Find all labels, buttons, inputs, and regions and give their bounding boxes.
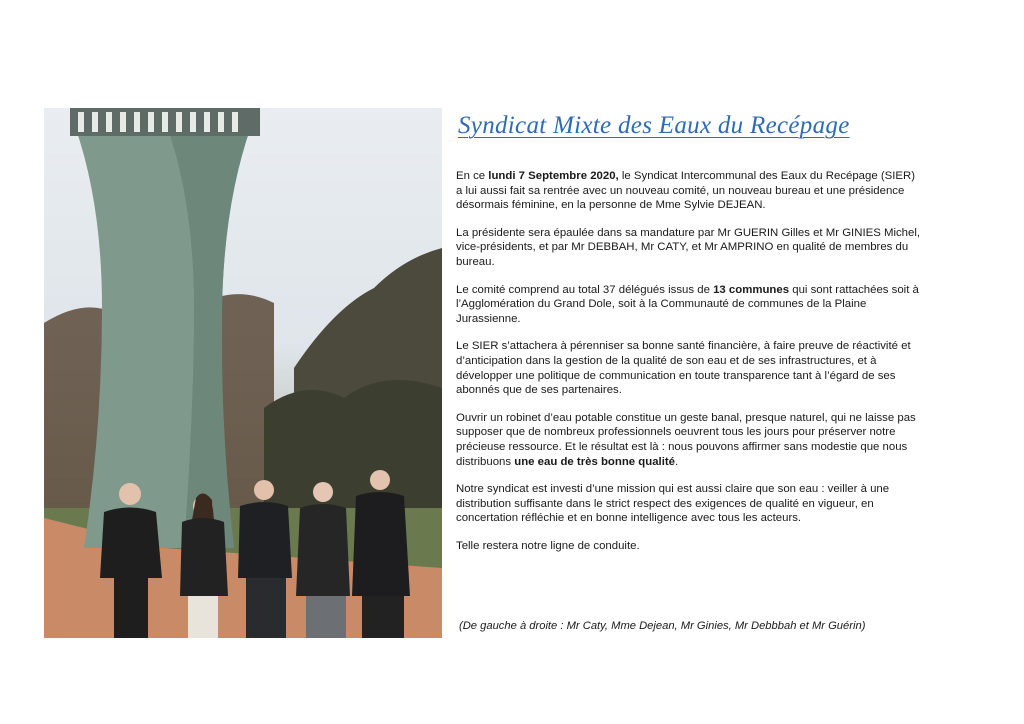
- group-photo: [44, 108, 442, 638]
- paragraph-committee: Le comité comprend au total 37 délégués issus de 13 communes qui sont rattachées soit à l’Agglomération du Grand Dole, soit à la Communauté de communes de la Plaine Jurassienne.: [456, 283, 919, 325]
- communes-count: 13 communes: [713, 283, 790, 296]
- article-body: [456, 169, 922, 566]
- photo-caption: (De gauche à droite : Mr Caty, Mme Dejean, Mr Ginies, Mr Debbbah et Mr Guérin): [459, 620, 866, 632]
- photo-illustration: [44, 108, 442, 638]
- paragraph-conclusion: Telle restera notre ligne de conduite.: [456, 539, 640, 552]
- paragraph-board: La présidente sera épaulée dans sa mandature par Mr GUERIN Gilles et Mr GINIES Michel, vice-présidents, et par Mr DEBBAH, Mr CATY, et Mr AMPRINO en qualité de membres du bureau.: [456, 226, 921, 268]
- paragraph-mission: Notre syndicat est investi d’une mission qui est aussi claire que son eau : veiller à une distribution suffisante dans le strict respect des exigences de qualité en vigueur, en concertation réfléchie et en bonne intelligence avec tous les acteurs.: [456, 483, 890, 525]
- paragraph-quality: Ouvrir un robinet d’eau potable constitue un geste banal, presque naturel, qui ne laisse pas supposer que de nombreux professionnels oeuvrent tous les jours pour préserver notre précieuse ressource. Et le résultat est là : nous pouvons affirmer sans modestie que nous distribuons une eau de très bonne qualité.: [456, 411, 916, 468]
- quality-statement: une eau de très bonne qualité: [514, 455, 676, 468]
- article-title: Syndicat Mixte des Eaux du Recépage: [458, 112, 850, 139]
- meeting-date: lundi 7 Septembre 2020,: [488, 170, 619, 182]
- paragraph-goals: Le SIER s’attachera à pérenniser sa bonne santé financière, à faire preuve de réactivité et d’anticipation dans la gestion de la qualité de son eau et de ses infrastructures, et à développer une politique de communication en toute transparence tant à l’égard de ses abonnés que de ses partenaires.: [456, 340, 911, 397]
- paragraph-intro: En ce lundi 7 Septembre 2020, le Syndicat Intercommunal des Eaux du Recépage (SIER) a lui aussi fait sa rentrée avec un nouveau comité, un nouveau bureau et une présidence désormais féminine, en la personne de Mme Sylvie DEJEAN.: [456, 170, 916, 212]
